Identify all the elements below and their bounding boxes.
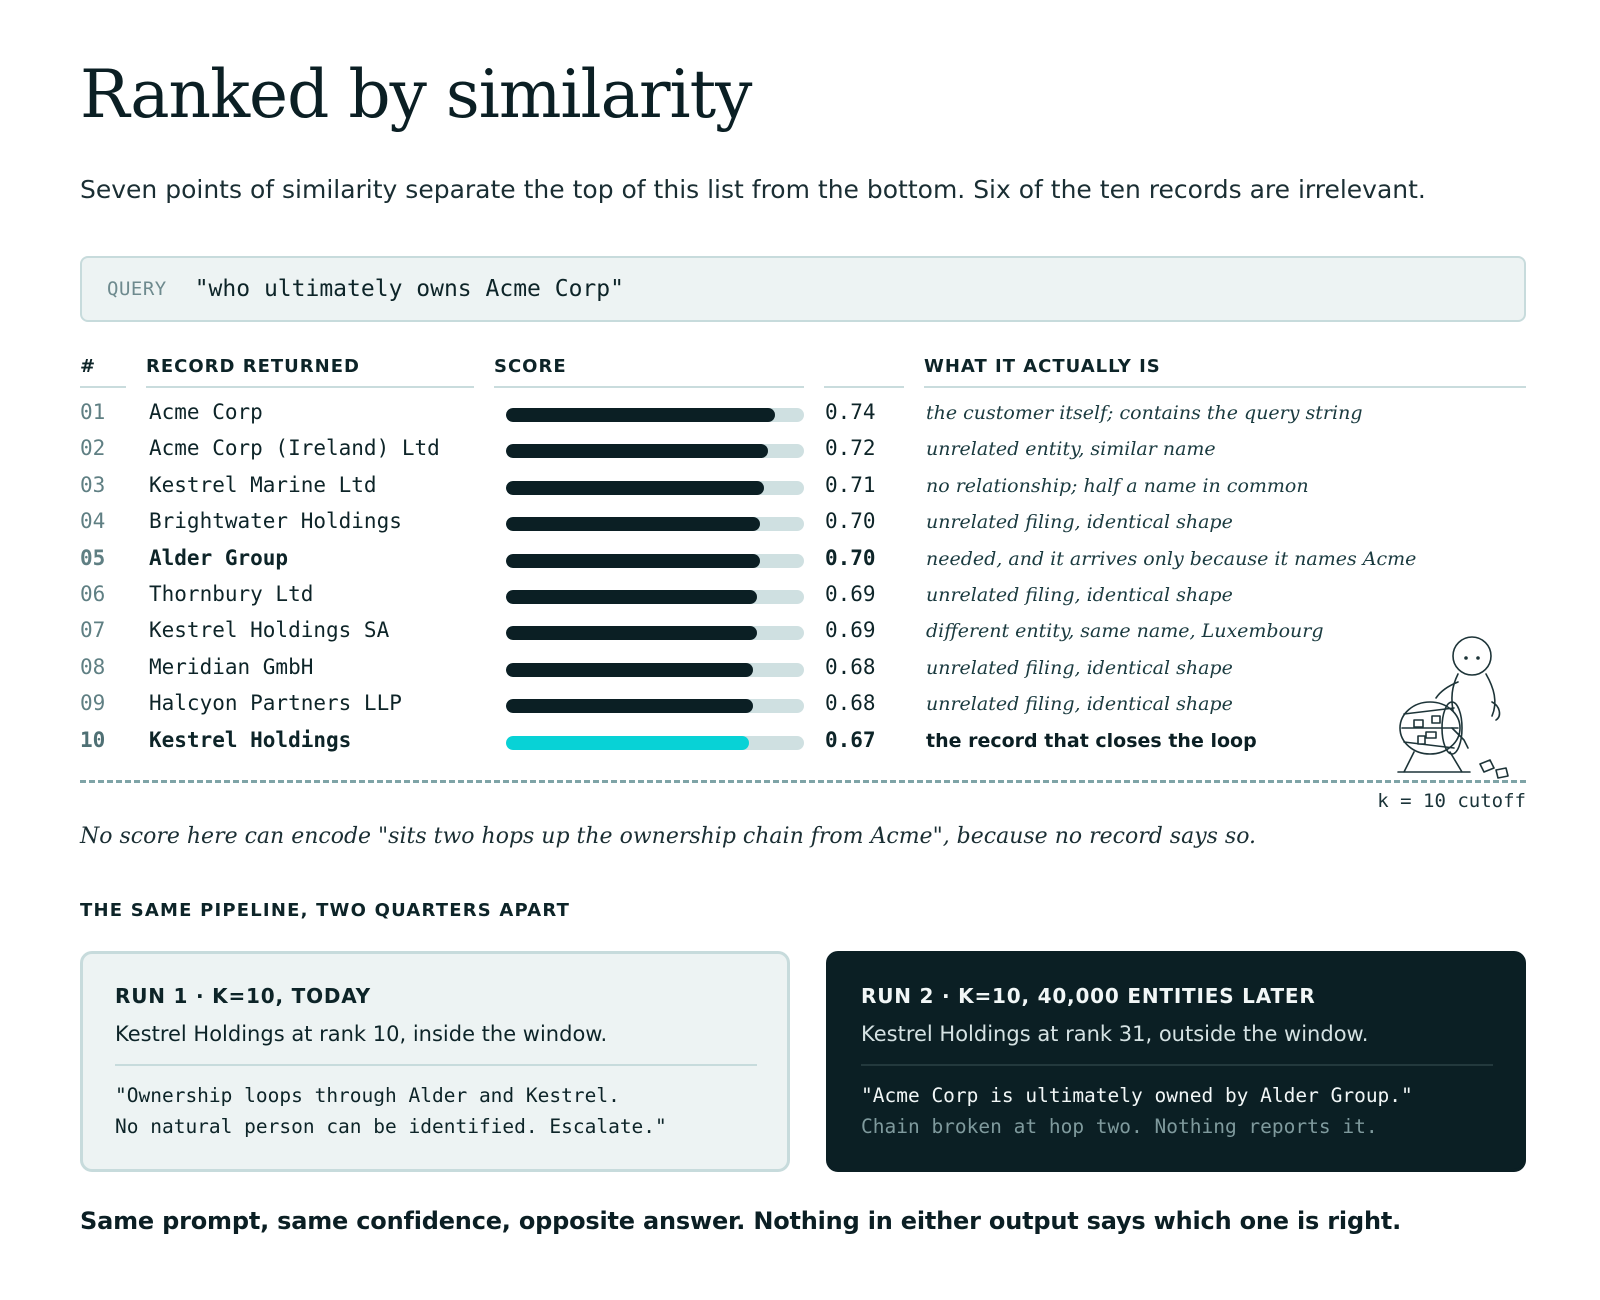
row-record-name: Acme Corp (Ireland) Ltd xyxy=(149,436,440,461)
section-heading: THE SAME PIPELINE, TWO QUARTERS APART xyxy=(80,900,571,921)
score-bar xyxy=(506,408,775,422)
score-bar xyxy=(506,663,753,677)
row-description: the record that closes the loop xyxy=(926,729,1257,752)
row-record-name: Acme Corp xyxy=(149,400,263,424)
run-1-card xyxy=(80,951,790,1172)
header-num: # xyxy=(80,352,126,388)
footnote: No score here can encode "sits two hops up the ownership chain from Acme", because no record says so. xyxy=(80,824,1257,849)
row-score: 0.74 xyxy=(825,400,876,424)
row-description: different entity, same name, Luxembourg xyxy=(926,620,1324,643)
header-blank xyxy=(824,352,904,388)
row-record-name: Kestrel Marine Ltd xyxy=(149,472,377,497)
page-title: Ranked by similarity xyxy=(80,56,752,133)
score-bar xyxy=(506,554,760,568)
row-record-name: Kestrel Holdings SA xyxy=(149,618,390,643)
row-score: 0.67 xyxy=(825,727,876,752)
score-bar-track xyxy=(506,699,804,713)
table-row xyxy=(80,432,1526,469)
k-cutoff-line xyxy=(80,780,1526,783)
run-2-divider xyxy=(861,1064,1493,1066)
row-record-name: Brightwater Holdings xyxy=(149,509,402,534)
run-2-card xyxy=(826,951,1526,1172)
run-2-heading: RUN 2 · K=10, 40,000 ENTITIES LATER xyxy=(861,984,1316,1008)
score-bar xyxy=(506,481,764,495)
run-2-summary: Kestrel Holdings at rank 31, outside the window. xyxy=(861,1022,1369,1046)
run-1-summary: Kestrel Holdings at rank 10, inside the window. xyxy=(115,1022,608,1046)
query-label: QUERY xyxy=(107,278,167,300)
row-score: 0.68 xyxy=(825,654,876,679)
row-score: 0.70 xyxy=(825,545,876,570)
header-record: RECORD RETURNED xyxy=(146,352,474,388)
row-score: 0.69 xyxy=(825,618,876,643)
table-row xyxy=(80,578,1526,615)
row-record-name: Kestrel Holdings xyxy=(149,727,352,752)
row-record-name: Alder Group xyxy=(149,545,289,570)
row-rank: 06 xyxy=(80,582,106,606)
score-bar-track xyxy=(506,408,804,422)
row-rank: 09 xyxy=(80,691,106,716)
score-bar-track xyxy=(506,626,804,640)
run-1-heading: RUN 1 · K=10, TODAY xyxy=(115,984,371,1008)
conclusion: Same prompt, same confidence, opposite answer. Nothing in either output says which one is right. xyxy=(80,1207,1402,1235)
row-description: unrelated filing, identical shape xyxy=(926,693,1233,716)
table-row xyxy=(80,724,1526,761)
score-bar-track xyxy=(506,444,804,458)
row-rank: 05 xyxy=(80,545,106,570)
row-rank: 04 xyxy=(80,509,106,534)
run-2-output xyxy=(861,1080,1493,1142)
score-bar-track xyxy=(506,481,804,495)
header-note: WHAT IT ACTUALLY IS xyxy=(924,352,1526,388)
row-rank: 08 xyxy=(80,654,106,679)
score-bar xyxy=(506,736,749,750)
row-description: needed, and it arrives only because it names Acme xyxy=(926,547,1417,570)
score-bar-track xyxy=(506,663,804,677)
table-row xyxy=(80,469,1526,506)
row-rank: 02 xyxy=(80,436,106,461)
row-record-name: Meridian GmbH xyxy=(149,654,314,679)
row-rank: 01 xyxy=(80,400,106,424)
page-subtitle: Seven points of similarity separate the top of this list from the bottom. Six of the ten records are irrelevant. xyxy=(80,175,1426,204)
score-bar-track xyxy=(506,517,804,531)
row-record-name: Halcyon Partners LLP xyxy=(149,691,402,716)
score-bar xyxy=(506,590,757,604)
score-bar xyxy=(506,699,753,713)
row-description: no relationship; half a name in common xyxy=(926,474,1309,497)
table-row xyxy=(80,687,1526,724)
run-2-output-line-2: Chain broken at hop two. Nothing reports it. xyxy=(861,1115,1378,1138)
table-row xyxy=(80,651,1526,688)
row-score: 0.70 xyxy=(825,509,876,534)
row-record-name: Thornbury Ltd xyxy=(149,582,314,606)
row-description: unrelated filing, identical shape xyxy=(926,584,1233,606)
row-description: unrelated filing, identical shape xyxy=(926,511,1233,534)
header-score: SCORE xyxy=(494,352,804,388)
query-box xyxy=(80,256,1526,322)
row-rank: 07 xyxy=(80,618,106,643)
score-bar-track xyxy=(506,554,804,568)
row-description: the customer itself; contains the query string xyxy=(926,402,1363,424)
person-spinning-lottery-drum-illustration xyxy=(1392,636,1530,786)
table-row xyxy=(80,614,1526,651)
score-bar xyxy=(506,444,768,458)
run-1-output-line-1: "Ownership loops through Alder and Kestrel. xyxy=(115,1084,620,1107)
table-row xyxy=(80,542,1526,579)
row-rank: 10 xyxy=(80,727,106,752)
row-rank: 03 xyxy=(80,472,106,497)
table-row xyxy=(80,505,1526,542)
row-description: unrelated entity, similar name xyxy=(926,438,1216,461)
row-score: 0.71 xyxy=(825,472,876,497)
row-description: unrelated filing, identical shape xyxy=(926,656,1233,679)
run-1-output xyxy=(115,1080,757,1142)
score-bar xyxy=(506,626,757,640)
run-1-divider xyxy=(115,1064,757,1066)
row-score: 0.69 xyxy=(825,582,876,606)
run-1-output-line-2: No natural person can be identified. Escalate." xyxy=(115,1115,667,1138)
query-text: "who ultimately owns Acme Corp" xyxy=(194,276,624,302)
score-bar-track xyxy=(506,736,804,750)
score-bar-track xyxy=(506,590,804,604)
table-row xyxy=(80,396,1526,433)
run-2-output-line-1: "Acme Corp is ultimately owned by Alder Group." xyxy=(861,1084,1413,1107)
row-score: 0.72 xyxy=(825,436,876,461)
row-score: 0.68 xyxy=(825,691,876,716)
k-cutoff-label: k = 10 cutoff xyxy=(1377,790,1526,812)
score-bar xyxy=(506,517,760,531)
